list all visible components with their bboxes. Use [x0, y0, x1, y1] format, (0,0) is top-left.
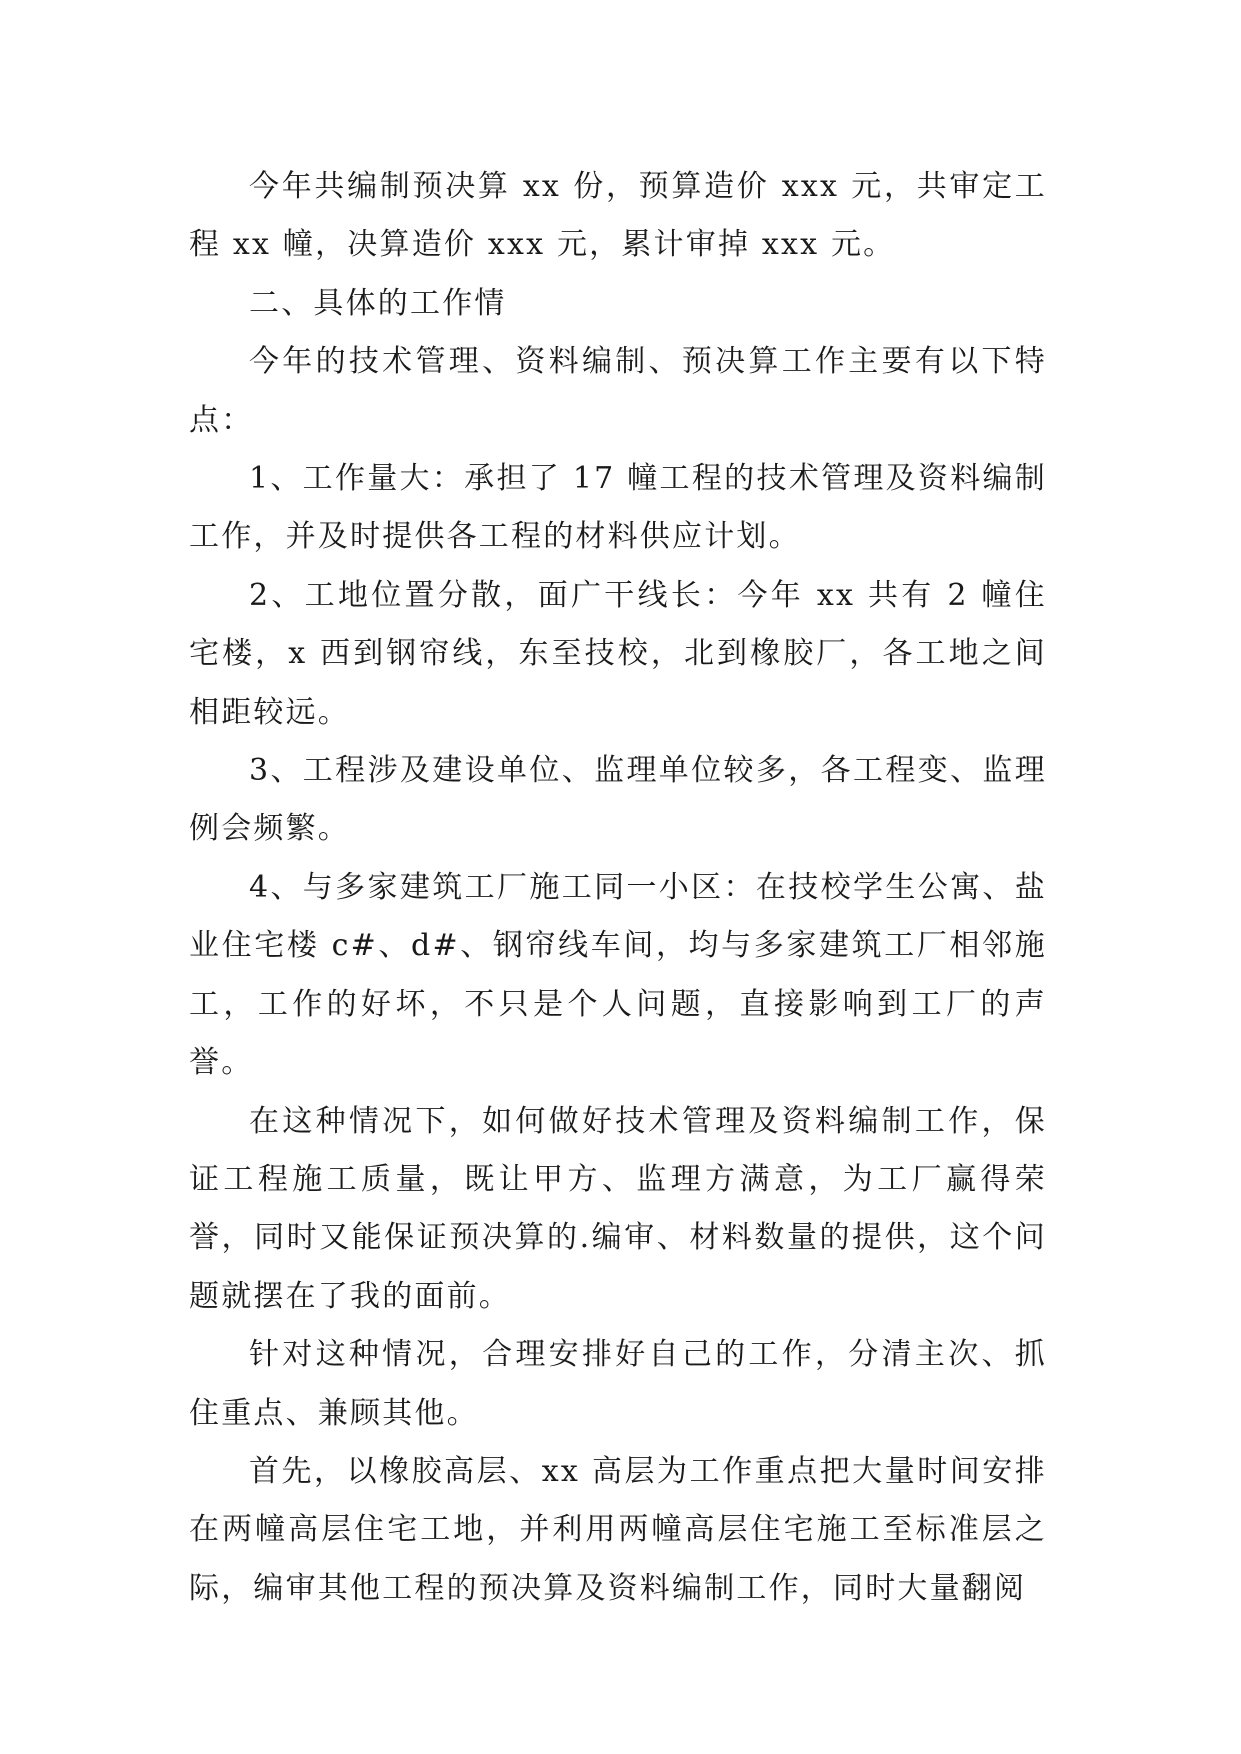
paragraph-item-2: 2、工地位置分散，面广干线长：今年 xx 共有 2 幢住宅楼，x 西到钢帘线，东至技校，北到橡胶厂，各工地之间相距较远。 [189, 577, 1047, 730]
paragraph-item-1: 1、工作量大：承担了 17 幢工程的技术管理及资料编制工作，并及时提供各工程的材料供应计划。 [189, 461, 1047, 555]
paragraph-priorities: 针对这种情况，合理安排好自己的工作，分清主次、抓住重点、兼顾其他。 [189, 1337, 1047, 1431]
paragraph-first: 首先，以橡胶高层、xx 高层为工作重点把大量时间安排在两幢高层住宅工地，并利用两幢高层住宅施工至标准层之际，编审其他工程的预决算及资料编制工作，同时大量翻阅 [189, 1453, 1047, 1606]
paragraph-situation: 在这种情况下，如何做好技术管理及资料编制工作，保证工程施工质量，既让甲方、监理方满意，为工厂赢得荣誉，同时又能保证预决算的.编审、材料数量的提供，这个问题就摆在了我的面前。 [189, 1103, 1047, 1314]
paragraph-item-3: 3、工程涉及建设单位、监理单位较多，各工程变、监理例会频繁。 [189, 753, 1047, 847]
section-heading: 二、具体的工作情 [249, 285, 507, 321]
paragraph-item-4: 4、与多家建筑工厂施工同一小区：在技校学生公寓、盐业住宅楼 c#、d#、钢帘线车间，均与多家建筑工厂相邻施工，工作的好坏，不只是个人问题，直接影响到工厂的声誉。 [189, 869, 1047, 1081]
paragraph-budget-summary: 今年共编制预决算 xx 份，预算造价 xxx 元，共审定工程 xx 幢，决算造价 xxx 元，累计审掉 xxx 元。 [189, 169, 1047, 263]
document-body [189, 158, 1047, 1618]
paragraph-work-features: 今年的技术管理、资料编制、预决算工作主要有以下特点： [189, 344, 1047, 438]
